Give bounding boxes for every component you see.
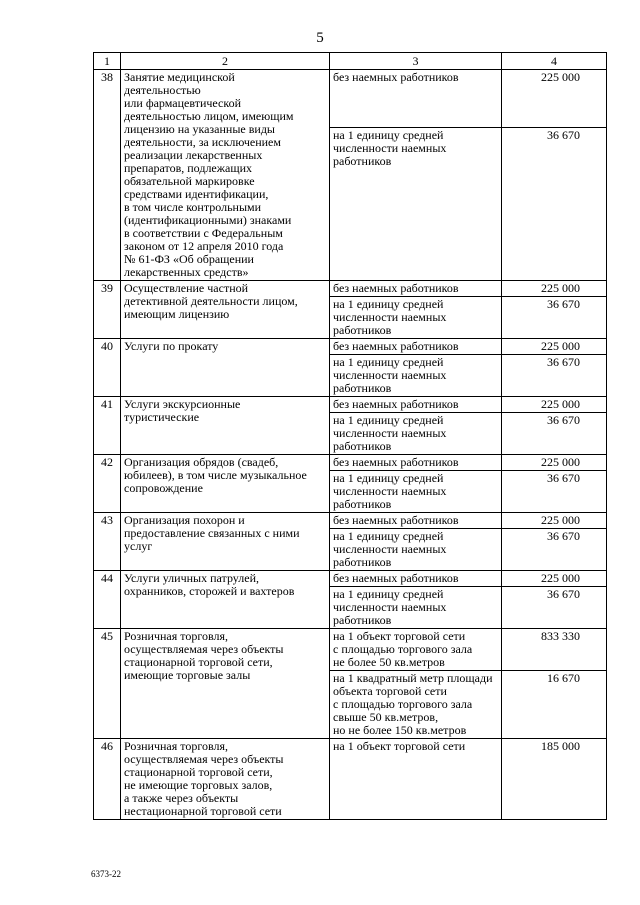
indicator: на 1 единицу средней численности наемных работников [330,355,502,397]
indicator: на 1 квадратный метр площади объекта торговой сети с площадью торгового зала свыше 50 кв.метров, но не более 150 кв.метров [330,671,502,739]
row-number: 43 [94,513,121,571]
table-row [94,70,607,128]
header-col-1: 1 [94,53,121,70]
amount: 225 000 [502,70,607,128]
amount: 225 000 [502,339,607,355]
indicator: на 1 единицу средней численности наемных работников [330,471,502,513]
row-number: 46 [94,739,121,820]
row-number: 45 [94,629,121,739]
amount: 225 000 [502,513,607,529]
activity-type: Розничная торговля, осуществляемая через объекты стационарной торговой сети, не имеющие торговых залов, а также через объекты нестационарной торговой сети [121,739,330,820]
amount: 16 670 [502,671,607,739]
row-number: 42 [94,455,121,513]
activity-type: Услуги экскурсионные туристические [121,397,330,455]
indicator: без наемных работников [330,571,502,587]
amount: 185 000 [502,739,607,820]
amount: 833 330 [502,629,607,671]
amount: 225 000 [502,571,607,587]
table-row [94,629,607,671]
indicator: на 1 объект торговой сети с площадью торгового зала не более 50 кв.метров [330,629,502,671]
activity-type: Осуществление частной детективной деятельности лицом, имеющим лицензию [121,281,330,339]
indicator: без наемных работников [330,339,502,355]
indicator: на 1 единицу средней численности наемных работников [330,413,502,455]
header-row [94,53,607,70]
indicator: на 1 единицу средней численности наемных работников [330,587,502,629]
amount: 225 000 [502,281,607,297]
table-row [94,397,607,413]
footer-code: 6373-22 [91,869,121,879]
table-row [94,281,607,297]
table-row [94,739,607,820]
activity-type: Услуги по прокату [121,339,330,397]
activity-type: Занятие медицинской деятельностью или фармацевтической деятельностью лицом, имеющим лицензию на указанные виды деятельности, за исключением реализации лекарственных препаратов, подлежащих обязательной маркировке средствами идентификации, в том числе контрольными (идентификационными) знаками в соответствии с Федеральным законом от 12 апреля 2010 года № 61-ФЗ «Об обращении лекарственных средств» [121,70,330,281]
indicator: на 1 единицу средней численности наемных работников [330,297,502,339]
indicator: без наемных работников [330,70,502,128]
row-number: 38 [94,70,121,281]
indicator: без наемных работников [330,397,502,413]
indicator: без наемных работников [330,455,502,471]
header-col-4: 4 [502,53,607,70]
indicator: без наемных работников [330,281,502,297]
indicator: на 1 объект торговой сети [330,739,502,820]
indicator: на 1 единицу средней численности наемных работников [330,128,502,281]
amount: 36 670 [502,413,607,455]
activity-type: Услуги уличных патрулей, охранников, сторожей и вахтеров [121,571,330,629]
row-number: 40 [94,339,121,397]
amount: 36 670 [502,587,607,629]
indicator: на 1 единицу средней численности наемных работников [330,529,502,571]
row-number: 39 [94,281,121,339]
row-number: 44 [94,571,121,629]
amount: 225 000 [502,455,607,471]
table-row [94,513,607,529]
amount: 36 670 [502,529,607,571]
header-col-3: 3 [330,53,502,70]
activity-type: Организация похорон и предоставление связанных с ними услуг [121,513,330,571]
amount: 225 000 [502,397,607,413]
row-number: 41 [94,397,121,455]
table-row [94,571,607,587]
table-row [94,339,607,355]
header-col-2: 2 [121,53,330,70]
activity-type: Организация обрядов (свадеб, юбилеев), в том числе музыкальное сопровождение [121,455,330,513]
indicator: без наемных работников [330,513,502,529]
amount: 36 670 [502,128,607,281]
tariff-table [93,52,607,820]
table-row [94,455,607,471]
page-number: 5 [316,30,324,46]
table-body [94,53,607,820]
amount: 36 670 [502,297,607,339]
amount: 36 670 [502,471,607,513]
activity-type: Розничная торговля, осуществляемая через объекты стационарной торговой сети, имеющие торговые залы [121,629,330,739]
amount: 36 670 [502,355,607,397]
